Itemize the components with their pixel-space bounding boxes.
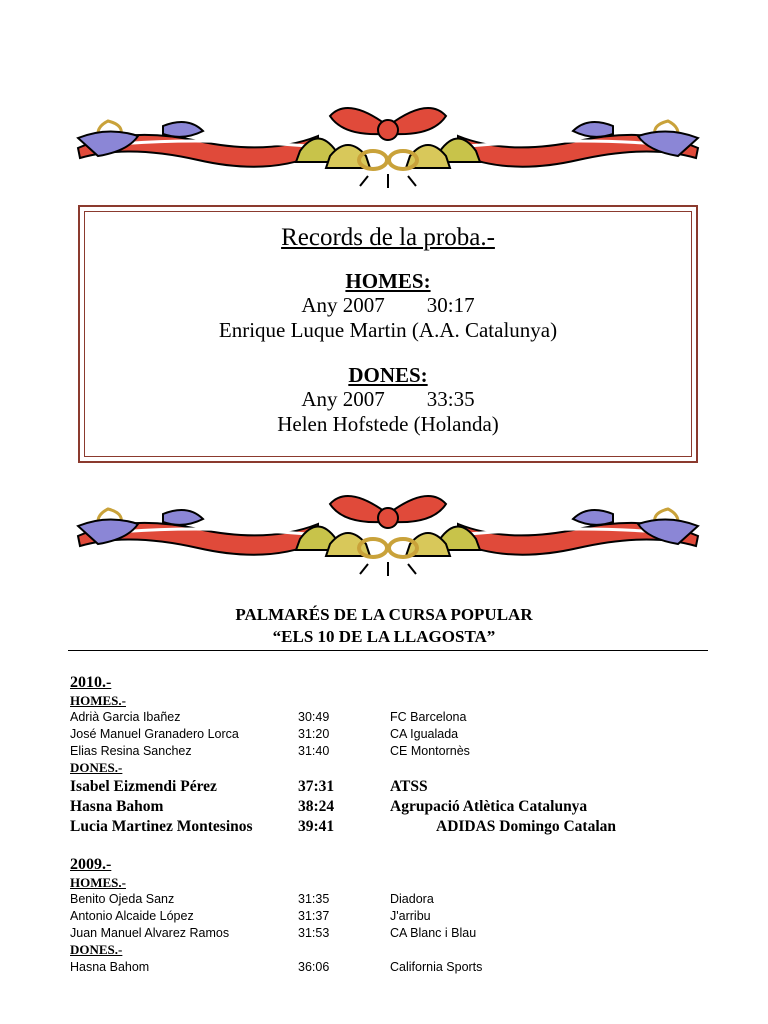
year-2010-heading: 2010.- [70, 674, 112, 691]
table-row [70, 960, 710, 977]
year-2009-heading: 2009.- [70, 856, 112, 873]
athlete-name: Elias Resina Sanchez [70, 744, 192, 758]
athlete-name: José Manuel Granadero Lorca [70, 727, 239, 741]
records-dones-heading: DONES: [348, 363, 428, 387]
table-row [70, 818, 710, 835]
athlete-time: 30:49 [298, 710, 330, 724]
athlete-time: 36:06 [298, 960, 330, 974]
athlete-club: ADIDAS Domingo Catalan [436, 818, 616, 835]
athlete-club: CE Montornès [390, 744, 470, 758]
athlete-time: 38:24 [298, 798, 335, 815]
athlete-name: Hasna Bahom [70, 960, 150, 974]
y2010-homes-label: HOMES.- [70, 693, 126, 708]
athlete-club: CA Blanc i Blau [390, 926, 477, 940]
athlete-time: 31:35 [298, 892, 330, 906]
athlete-name: Adrià Garcia Ibañez [70, 710, 181, 724]
palmares-heading [0, 604, 768, 648]
athlete-club: CA Igualada [390, 727, 459, 741]
athlete-name: Lucia Martinez Montesinos [70, 818, 253, 835]
athlete-time: 31:40 [298, 744, 330, 758]
athlete-club: Agrupació Atlètica Catalunya [390, 798, 588, 815]
athlete-club: FC Barcelona [390, 710, 467, 724]
athlete-name: Antonio Alcaide López [70, 909, 194, 923]
athlete-name: Isabel Eizmendi Pérez [70, 778, 217, 795]
athlete-name: Hasna Bahom [70, 798, 164, 815]
athlete-club: ATSS [390, 778, 428, 795]
ribbon-bells-decoration-top [68, 96, 708, 194]
table-row [70, 892, 710, 909]
records-box [78, 205, 698, 463]
athlete-time: 39:41 [298, 818, 335, 835]
palmares-line1: PALMARÉS DE LA CURSA POPULAR [235, 605, 533, 624]
table-row [70, 909, 710, 926]
ribbon-bells-icon [68, 484, 708, 582]
athlete-time: 37:31 [298, 778, 335, 795]
records-dones-time: 33:35 [426, 387, 475, 411]
athlete-name: Benito Ojeda Sanz [70, 892, 175, 906]
y2009-dones-label: DONES.- [70, 942, 123, 957]
palmares-line2: “ELS 10 DE LA LLAGOSTA” [272, 627, 496, 646]
athlete-club: J'arribu [390, 909, 431, 923]
records-title: Records de la proba.- [281, 224, 495, 251]
athlete-club: Diadora [390, 892, 434, 906]
y2010-dones-label: DONES.- [70, 760, 123, 775]
athlete-name: Juan Manuel Alvarez Ramos [70, 926, 230, 940]
table-row [70, 798, 710, 815]
records-homes-year: Any 2007 [301, 293, 385, 317]
records-homes-heading: HOMES: [345, 269, 431, 293]
horizontal-rule [68, 650, 708, 651]
records-homes-year-time [85, 293, 691, 318]
table-row [70, 710, 710, 727]
ribbon-bells-icon [68, 96, 708, 194]
athlete-time: 31:20 [298, 727, 330, 741]
records-dones-year-time [85, 387, 691, 412]
records-homes-athlete: Enrique Luque Martin (A.A. Catalunya) [218, 318, 558, 342]
records-inner-frame [84, 211, 692, 457]
records-dones-year: Any 2007 [301, 387, 385, 411]
ribbon-bells-decoration-bottom [68, 484, 708, 582]
records-dones-athlete: Helen Hofstede (Holanda) [277, 412, 499, 436]
y2009-homes-label: HOMES.- [70, 875, 126, 890]
athlete-time: 31:37 [298, 909, 330, 923]
table-row [70, 744, 710, 761]
athlete-time: 31:53 [298, 926, 330, 940]
table-row [70, 778, 710, 795]
athlete-club: California Sports [390, 960, 483, 974]
table-row [70, 926, 710, 943]
records-homes-time: 30:17 [426, 293, 475, 317]
table-row [70, 727, 710, 744]
